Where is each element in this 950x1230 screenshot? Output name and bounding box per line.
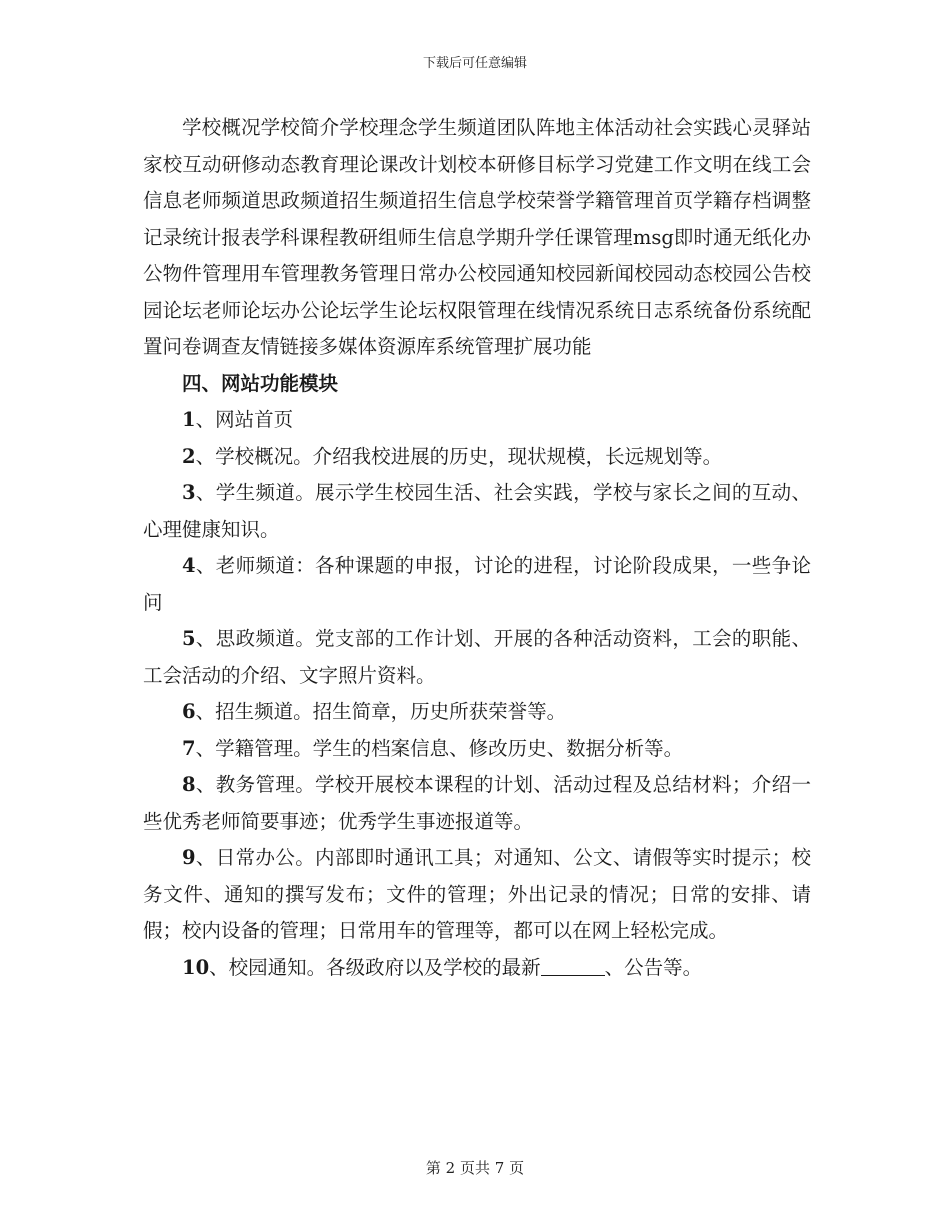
list-item bbox=[143, 731, 811, 768]
item-number: 4 bbox=[182, 554, 196, 577]
item-number: 5 bbox=[182, 627, 196, 650]
item-number: 2 bbox=[182, 444, 196, 468]
item-number: 9 bbox=[182, 846, 196, 869]
item-text: 、网站首页 bbox=[195, 408, 294, 431]
item-text: 、学籍管理。学生的档案信息、修改历史、数据分析等。 bbox=[195, 736, 684, 760]
page-header: 下载后可任意编辑 bbox=[422, 56, 527, 71]
item-text: 、教务管理。学校开展校本课程的计划、活动过程及总结材料；介绍一些优秀老师简要事迹；优秀学生事迹报道等。 bbox=[143, 773, 811, 833]
item-number: 8 bbox=[182, 773, 196, 796]
section-heading: 四、网站功能模块 bbox=[182, 371, 339, 395]
item-number: 7 bbox=[182, 736, 196, 760]
item-text: 、校园通知。各级政府以及学校的最新 bbox=[209, 955, 541, 979]
document-body bbox=[143, 110, 811, 986]
item-text: 、日常办公。内部即时通讯工具；对通知、公文、请假等实时提示；校务文件、通知的撰写发布；文件的管理；外出记录的情况；日常的安排、请假；校内设备的管理；日常用车的管理等，都可以在网上轻松完成。 bbox=[143, 846, 811, 942]
list-item bbox=[143, 621, 811, 694]
item-text: 、招生频道。招生简章，历史所获荣誉等。 bbox=[195, 700, 567, 723]
item-number: 10 bbox=[182, 955, 210, 979]
list-item bbox=[143, 840, 811, 950]
list-item bbox=[143, 950, 811, 987]
list-item bbox=[143, 694, 811, 731]
item-number: 6 bbox=[182, 700, 196, 723]
item-number: 3 bbox=[182, 481, 196, 504]
item-number: 1 bbox=[182, 408, 196, 431]
fill-in-blank bbox=[541, 955, 605, 976]
list-item bbox=[143, 475, 811, 548]
page-footer: 第 2 页共 7 页 bbox=[425, 1159, 525, 1177]
item-text: 、思政频道。党支部的工作计划、开展的各种活动资料，工会的职能、工会活动的介绍、文字照片资料。 bbox=[143, 627, 811, 687]
item-text: 、老师频道：各种课题的申报，讨论的进程，讨论阶段成果，一些争论问 bbox=[143, 554, 811, 614]
item-text: 、学校概况。介绍我校进展的历史，现状规模，长远规划等。 bbox=[195, 444, 723, 468]
item-text-after: 、公告等。 bbox=[604, 955, 703, 979]
list-item bbox=[143, 402, 811, 439]
list-item bbox=[143, 548, 811, 621]
list-item bbox=[143, 439, 811, 476]
list-item bbox=[143, 767, 811, 840]
intro-paragraph: 学校概况学校简介学校理念学生频道团队阵地主体活动社会实践心灵驿站家校互动研修动态教育理论课改计划校本研修目标学习党建工作文明在线工会信息老师频道思政频道招生频道招生信息学校荣誉学籍管理首页学籍存档调整记录统计报表学科课程教研组师生信息学期升学任课管理msg即时通无纸化办公物件管理用车管理教务管理日常办公校园通知校园新闻校园动态校园公告校园论坛老师论坛办公论坛学生论坛权限管理在线情况系统日志系统备份系统配置问卷调查友情链接多媒体资源库系统管理扩展功能 bbox=[143, 116, 811, 358]
item-text: 、学生频道。展示学生校园生活、社会实践，学校与家长之间的互动、心理健康知识。 bbox=[143, 481, 811, 541]
